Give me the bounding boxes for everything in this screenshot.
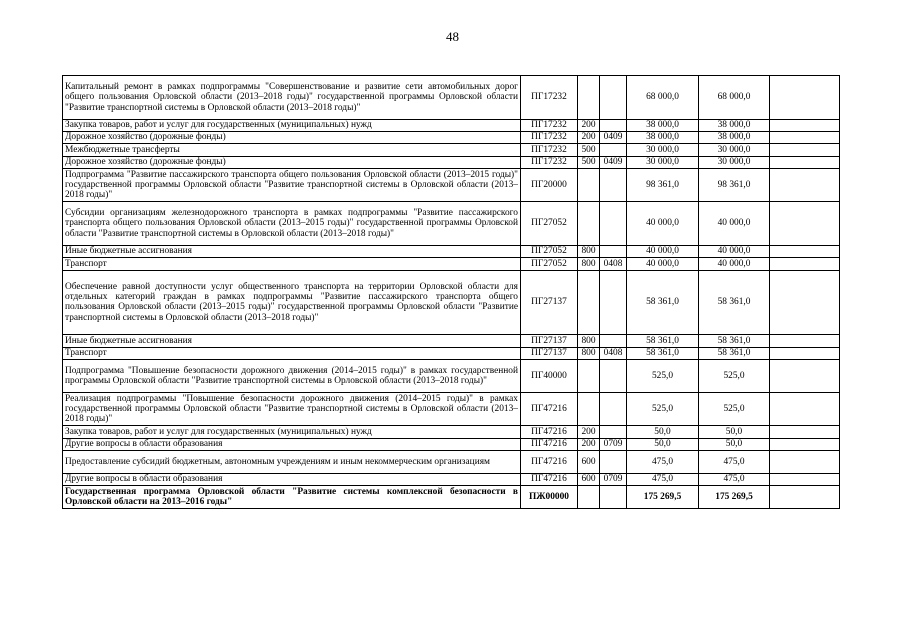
expense-type-cell [578, 393, 600, 426]
subsection-cell: 0709 [600, 438, 627, 450]
subsection-cell [600, 119, 627, 131]
row-name-cell: Предоставление субсидий бюджетным, автономным учреждениям и иным некоммерческим организациям [63, 451, 521, 474]
target-code-cell: ПГ27137 [521, 270, 578, 334]
table-row [63, 426, 840, 438]
empty-cell [770, 270, 840, 334]
target-code-cell: ПГ20000 [521, 169, 578, 202]
empty-cell [770, 473, 840, 485]
amount-2-cell: 58 361,0 [699, 347, 770, 359]
empty-cell [770, 359, 840, 392]
row-name-cell: Субсидии организациям железнодорожного транспорта в рамках подпрограммы "Развитие пассажирского транспорта общего пользования Орловской области (2013–2015 годы)" государственной программы Орловской области "Развитие транспортной системы в Орловской области (2013–2018 годы)" [63, 202, 521, 246]
amount-2-cell: 40 000,0 [699, 245, 770, 257]
amount-2-cell: 475,0 [699, 473, 770, 485]
target-code-cell: ПГ47216 [521, 438, 578, 450]
expense-type-cell: 800 [578, 258, 600, 270]
empty-cell [770, 119, 840, 131]
expense-type-cell: 500 [578, 144, 600, 156]
amount-cell: 50,0 [627, 426, 699, 438]
empty-cell [770, 486, 840, 509]
empty-cell [770, 76, 840, 120]
target-code-cell: ПГ27137 [521, 347, 578, 359]
amount-2-cell: 38 000,0 [699, 119, 770, 131]
row-name-cell: Другие вопросы в области образования [63, 473, 521, 485]
subsection-cell [600, 144, 627, 156]
expense-type-cell: 800 [578, 347, 600, 359]
amount-cell: 40 000,0 [627, 202, 699, 246]
target-code-cell: ПГ47216 [521, 426, 578, 438]
empty-cell [770, 169, 840, 202]
empty-cell [770, 258, 840, 270]
amount-2-cell: 58 361,0 [699, 270, 770, 334]
amount-cell: 40 000,0 [627, 258, 699, 270]
target-code-cell: ПГ17232 [521, 131, 578, 143]
table-row [63, 144, 840, 156]
row-name-cell: Подпрограмма "Повышение безопасности дорожного движения (2014–2015 годы)" в рамках государственной программы Орловской области "Развитие транспортной системы в Орловской области (2013–2018 годы)" [63, 359, 521, 392]
expense-type-cell [578, 76, 600, 120]
amount-cell: 525,0 [627, 393, 699, 426]
amount-2-cell: 38 000,0 [699, 131, 770, 143]
subsection-cell [600, 359, 627, 392]
row-name-cell: Дорожное хозяйство (дорожные фонды) [63, 131, 521, 143]
subsection-cell [600, 451, 627, 474]
subsection-cell [600, 76, 627, 120]
amount-2-cell: 40 000,0 [699, 202, 770, 246]
row-name-cell: Реализация подпрограммы "Повышение безопасности дорожного движения (2014–2015 годы)" в рамках государственной программы Орловской области "Развитие транспортной системы в Орловской области (2013–2018 годы)" [63, 393, 521, 426]
amount-cell: 30 000,0 [627, 156, 699, 168]
table-row [63, 451, 840, 474]
row-name-cell: Обеспечение равной доступности услуг общественного транспорта на территории Орловской области для отдельных категорий граждан в рамках подпрограммы "Развитие пассажирского транспорта общего пользования Орловской области (2013–2015 годы)" государственной программы Орловской области "Развитие транспортной системы в Орловской области (2013–2018 годы)" [63, 270, 521, 334]
expense-type-cell: 600 [578, 451, 600, 474]
table-row [63, 156, 840, 168]
expense-type-cell: 200 [578, 119, 600, 131]
row-name-cell: Транспорт [63, 258, 521, 270]
target-code-cell: ПГ47216 [521, 451, 578, 474]
amount-cell: 38 000,0 [627, 119, 699, 131]
row-name-cell: Иные бюджетные ассигнования [63, 245, 521, 257]
subsection-cell [600, 270, 627, 334]
subsection-cell [600, 335, 627, 347]
row-name-cell: Дорожное хозяйство (дорожные фонды) [63, 156, 521, 168]
target-code-cell: ПГ17232 [521, 156, 578, 168]
amount-2-cell: 30 000,0 [699, 144, 770, 156]
empty-cell [770, 426, 840, 438]
target-code-cell: ПГ17232 [521, 76, 578, 120]
table-row [63, 76, 840, 120]
expense-type-cell: 200 [578, 426, 600, 438]
amount-cell: 58 361,0 [627, 335, 699, 347]
table-row [63, 347, 840, 359]
target-code-cell: ПГ27052 [521, 202, 578, 246]
expense-type-cell: 800 [578, 245, 600, 257]
empty-cell [770, 438, 840, 450]
amount-cell: 525,0 [627, 359, 699, 392]
amount-2-cell: 40 000,0 [699, 258, 770, 270]
table-row [63, 270, 840, 334]
table-row [63, 393, 840, 426]
row-name-cell: Государственная программа Орловской области "Развитие системы комплексной безопасности в Орловской области на 2013–2016 годы" [63, 486, 521, 509]
row-name-cell: Капитальный ремонт в рамках подпрограммы "Совершенствование и развитие сети автомобильных дорог общего пользования Орловской области (2013–2018 годы)" государственной программы Орловской области "Развитие транспортной системы в Орловской области (2013–2018 годы)" [63, 76, 521, 120]
amount-cell: 58 361,0 [627, 347, 699, 359]
row-name-cell: Закупка товаров, работ и услуг для государственных (муниципальных) нужд [63, 119, 521, 131]
target-code-cell: ПГ27052 [521, 258, 578, 270]
target-code-cell: ПГ17232 [521, 144, 578, 156]
target-code-cell: ПГ27137 [521, 335, 578, 347]
amount-2-cell: 30 000,0 [699, 156, 770, 168]
amount-2-cell: 58 361,0 [699, 335, 770, 347]
expense-type-cell [578, 486, 600, 509]
empty-cell [770, 144, 840, 156]
expense-type-cell: 600 [578, 473, 600, 485]
target-code-cell: ПГ47216 [521, 473, 578, 485]
amount-cell: 38 000,0 [627, 131, 699, 143]
subsection-cell: 0408 [600, 347, 627, 359]
amount-2-cell: 50,0 [699, 438, 770, 450]
target-code-cell: ПГ27052 [521, 245, 578, 257]
expense-type-cell: 200 [578, 131, 600, 143]
amount-2-cell: 98 361,0 [699, 169, 770, 202]
row-name-cell: Иные бюджетные ассигнования [63, 335, 521, 347]
subsection-cell: 0408 [600, 258, 627, 270]
page-number: 48 [446, 29, 459, 44]
table-row [63, 245, 840, 257]
amount-cell: 175 269,5 [627, 486, 699, 509]
subsection-cell [600, 245, 627, 257]
target-code-cell: ПГ17232 [521, 119, 578, 131]
amount-cell: 68 000,0 [627, 76, 699, 120]
subsection-cell [600, 202, 627, 246]
amount-cell: 98 361,0 [627, 169, 699, 202]
subsection-cell: 0409 [600, 131, 627, 143]
subsection-cell: 0709 [600, 473, 627, 485]
subsection-cell [600, 393, 627, 426]
table-row [63, 131, 840, 143]
target-code-cell: ПЖ00000 [521, 486, 578, 509]
table-row [63, 119, 840, 131]
table-row [63, 473, 840, 485]
empty-cell [770, 393, 840, 426]
expense-type-cell [578, 359, 600, 392]
amount-cell: 58 361,0 [627, 270, 699, 334]
empty-cell [770, 245, 840, 257]
subsection-cell [600, 169, 627, 202]
table-row [63, 438, 840, 450]
expense-type-cell: 500 [578, 156, 600, 168]
amount-2-cell: 68 000,0 [699, 76, 770, 120]
row-name-cell: Другие вопросы в области образования [63, 438, 521, 450]
amount-2-cell: 525,0 [699, 359, 770, 392]
amount-2-cell: 475,0 [699, 451, 770, 474]
budget-table [62, 75, 840, 509]
amount-cell: 475,0 [627, 473, 699, 485]
expense-type-cell [578, 169, 600, 202]
table-row [63, 169, 840, 202]
expense-type-cell [578, 202, 600, 246]
expense-type-cell: 800 [578, 335, 600, 347]
table-row [63, 258, 840, 270]
subsection-cell [600, 426, 627, 438]
amount-2-cell: 175 269,5 [699, 486, 770, 509]
expense-type-cell: 200 [578, 438, 600, 450]
expense-type-cell [578, 270, 600, 334]
empty-cell [770, 156, 840, 168]
table-row [63, 202, 840, 246]
table-row [63, 359, 840, 392]
row-name-cell: Межбюджетные трансферты [63, 144, 521, 156]
subsection-cell: 0409 [600, 156, 627, 168]
empty-cell [770, 347, 840, 359]
amount-2-cell: 525,0 [699, 393, 770, 426]
target-code-cell: ПГ40000 [521, 359, 578, 392]
amount-2-cell: 50,0 [699, 426, 770, 438]
empty-cell [770, 131, 840, 143]
amount-cell: 30 000,0 [627, 144, 699, 156]
amount-cell: 50,0 [627, 438, 699, 450]
table-row [63, 335, 840, 347]
empty-cell [770, 451, 840, 474]
row-name-cell: Закупка товаров, работ и услуг для государственных (муниципальных) нужд [63, 426, 521, 438]
empty-cell [770, 335, 840, 347]
amount-cell: 475,0 [627, 451, 699, 474]
amount-cell: 40 000,0 [627, 245, 699, 257]
target-code-cell: ПГ47216 [521, 393, 578, 426]
row-name-cell: Транспорт [63, 347, 521, 359]
empty-cell [770, 202, 840, 246]
table-row [63, 486, 840, 509]
subsection-cell [600, 486, 627, 509]
row-name-cell: Подпрограмма "Развитие пассажирского транспорта общего пользования Орловской области (2013–2015 годы)" государственной программы Орловской области "Развитие транспортной системы в Орловской области (2013–2018 годы)" [63, 169, 521, 202]
